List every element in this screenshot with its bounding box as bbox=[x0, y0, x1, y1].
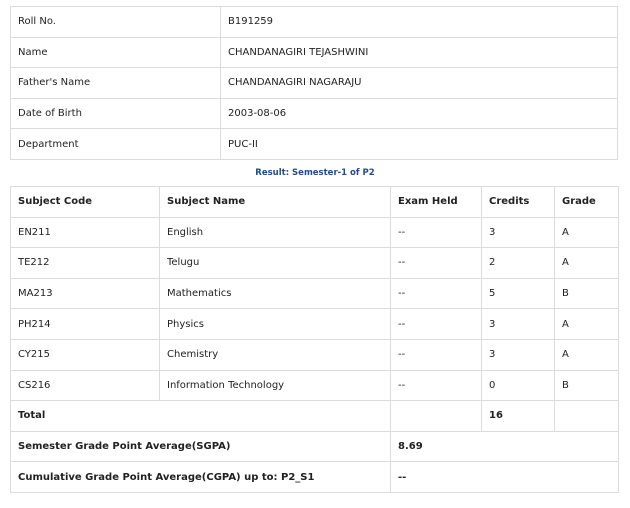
subject-code: CS216 bbox=[11, 370, 160, 401]
exam-held: -- bbox=[391, 278, 482, 309]
grade: A bbox=[555, 248, 619, 279]
dob-value: 2003-08-06 bbox=[221, 98, 618, 129]
table-row bbox=[11, 278, 619, 309]
subject-code: PH214 bbox=[11, 309, 160, 340]
grade: A bbox=[555, 309, 619, 340]
student-info-table bbox=[10, 6, 618, 160]
cgpa-value: -- bbox=[391, 462, 619, 493]
exam-held: -- bbox=[391, 217, 482, 248]
subject-name: Physics bbox=[160, 309, 391, 340]
sgpa-row bbox=[11, 431, 619, 462]
table-row bbox=[11, 339, 619, 370]
roll-value: B191259 bbox=[221, 7, 618, 38]
credits: 0 bbox=[482, 370, 555, 401]
dob-row bbox=[11, 98, 618, 129]
result-title: Result: Semester-1 of P2 bbox=[255, 167, 375, 178]
father-row bbox=[11, 68, 618, 99]
dept-row bbox=[11, 129, 618, 160]
father-label: Father's Name bbox=[11, 68, 221, 99]
sgpa-value: 8.69 bbox=[391, 431, 619, 462]
name-row bbox=[11, 37, 618, 68]
table-row bbox=[11, 248, 619, 279]
header-exam-held: Exam Held bbox=[391, 186, 482, 217]
cgpa-row bbox=[11, 462, 619, 493]
exam-held: -- bbox=[391, 309, 482, 340]
subject-name: Chemistry bbox=[160, 339, 391, 370]
grade: B bbox=[555, 370, 619, 401]
credits: 3 bbox=[482, 217, 555, 248]
dept-label: Department bbox=[11, 129, 221, 160]
header-subject-code: Subject Code bbox=[11, 186, 160, 217]
dept-value: PUC-II bbox=[221, 129, 618, 160]
header-row bbox=[11, 186, 619, 217]
father-value: CHANDANAGIRI NAGARAJU bbox=[221, 68, 618, 99]
name-label: Name bbox=[11, 37, 221, 68]
subject-code: CY215 bbox=[11, 339, 160, 370]
exam-held: -- bbox=[391, 339, 482, 370]
header-subject-name: Subject Name bbox=[160, 186, 391, 217]
cgpa-label: Cumulative Grade Point Average(CGPA) up to: P2_S1 bbox=[11, 462, 391, 493]
table-row bbox=[11, 309, 619, 340]
subject-code: EN211 bbox=[11, 217, 160, 248]
exam-held: -- bbox=[391, 248, 482, 279]
subject-name: Information Technology bbox=[160, 370, 391, 401]
total-credits: 16 bbox=[482, 401, 555, 432]
grade: A bbox=[555, 339, 619, 370]
subject-code: MA213 bbox=[11, 278, 160, 309]
table-row bbox=[11, 217, 619, 248]
name-value: CHANDANAGIRI TEJASHWINI bbox=[221, 37, 618, 68]
total-label: Total bbox=[11, 401, 391, 432]
grade: A bbox=[555, 217, 619, 248]
credits: 3 bbox=[482, 309, 555, 340]
credits: 2 bbox=[482, 248, 555, 279]
sgpa-label: Semester Grade Point Average(SGPA) bbox=[11, 431, 391, 462]
subject-code: TE212 bbox=[11, 248, 160, 279]
total-row bbox=[11, 401, 619, 432]
credits: 3 bbox=[482, 339, 555, 370]
total-grade-empty bbox=[555, 401, 619, 432]
dob-label: Date of Birth bbox=[11, 98, 221, 129]
subject-name: English bbox=[160, 217, 391, 248]
result-table bbox=[10, 186, 619, 493]
subject-name: Mathematics bbox=[160, 278, 391, 309]
table-row bbox=[11, 370, 619, 401]
credits: 5 bbox=[482, 278, 555, 309]
total-exam-empty bbox=[391, 401, 482, 432]
grade: B bbox=[555, 278, 619, 309]
roll-row bbox=[11, 7, 618, 38]
subject-name: Telugu bbox=[160, 248, 391, 279]
header-grade: Grade bbox=[555, 186, 619, 217]
header-credits: Credits bbox=[482, 186, 555, 217]
roll-label: Roll No. bbox=[11, 7, 221, 38]
exam-held: -- bbox=[391, 370, 482, 401]
